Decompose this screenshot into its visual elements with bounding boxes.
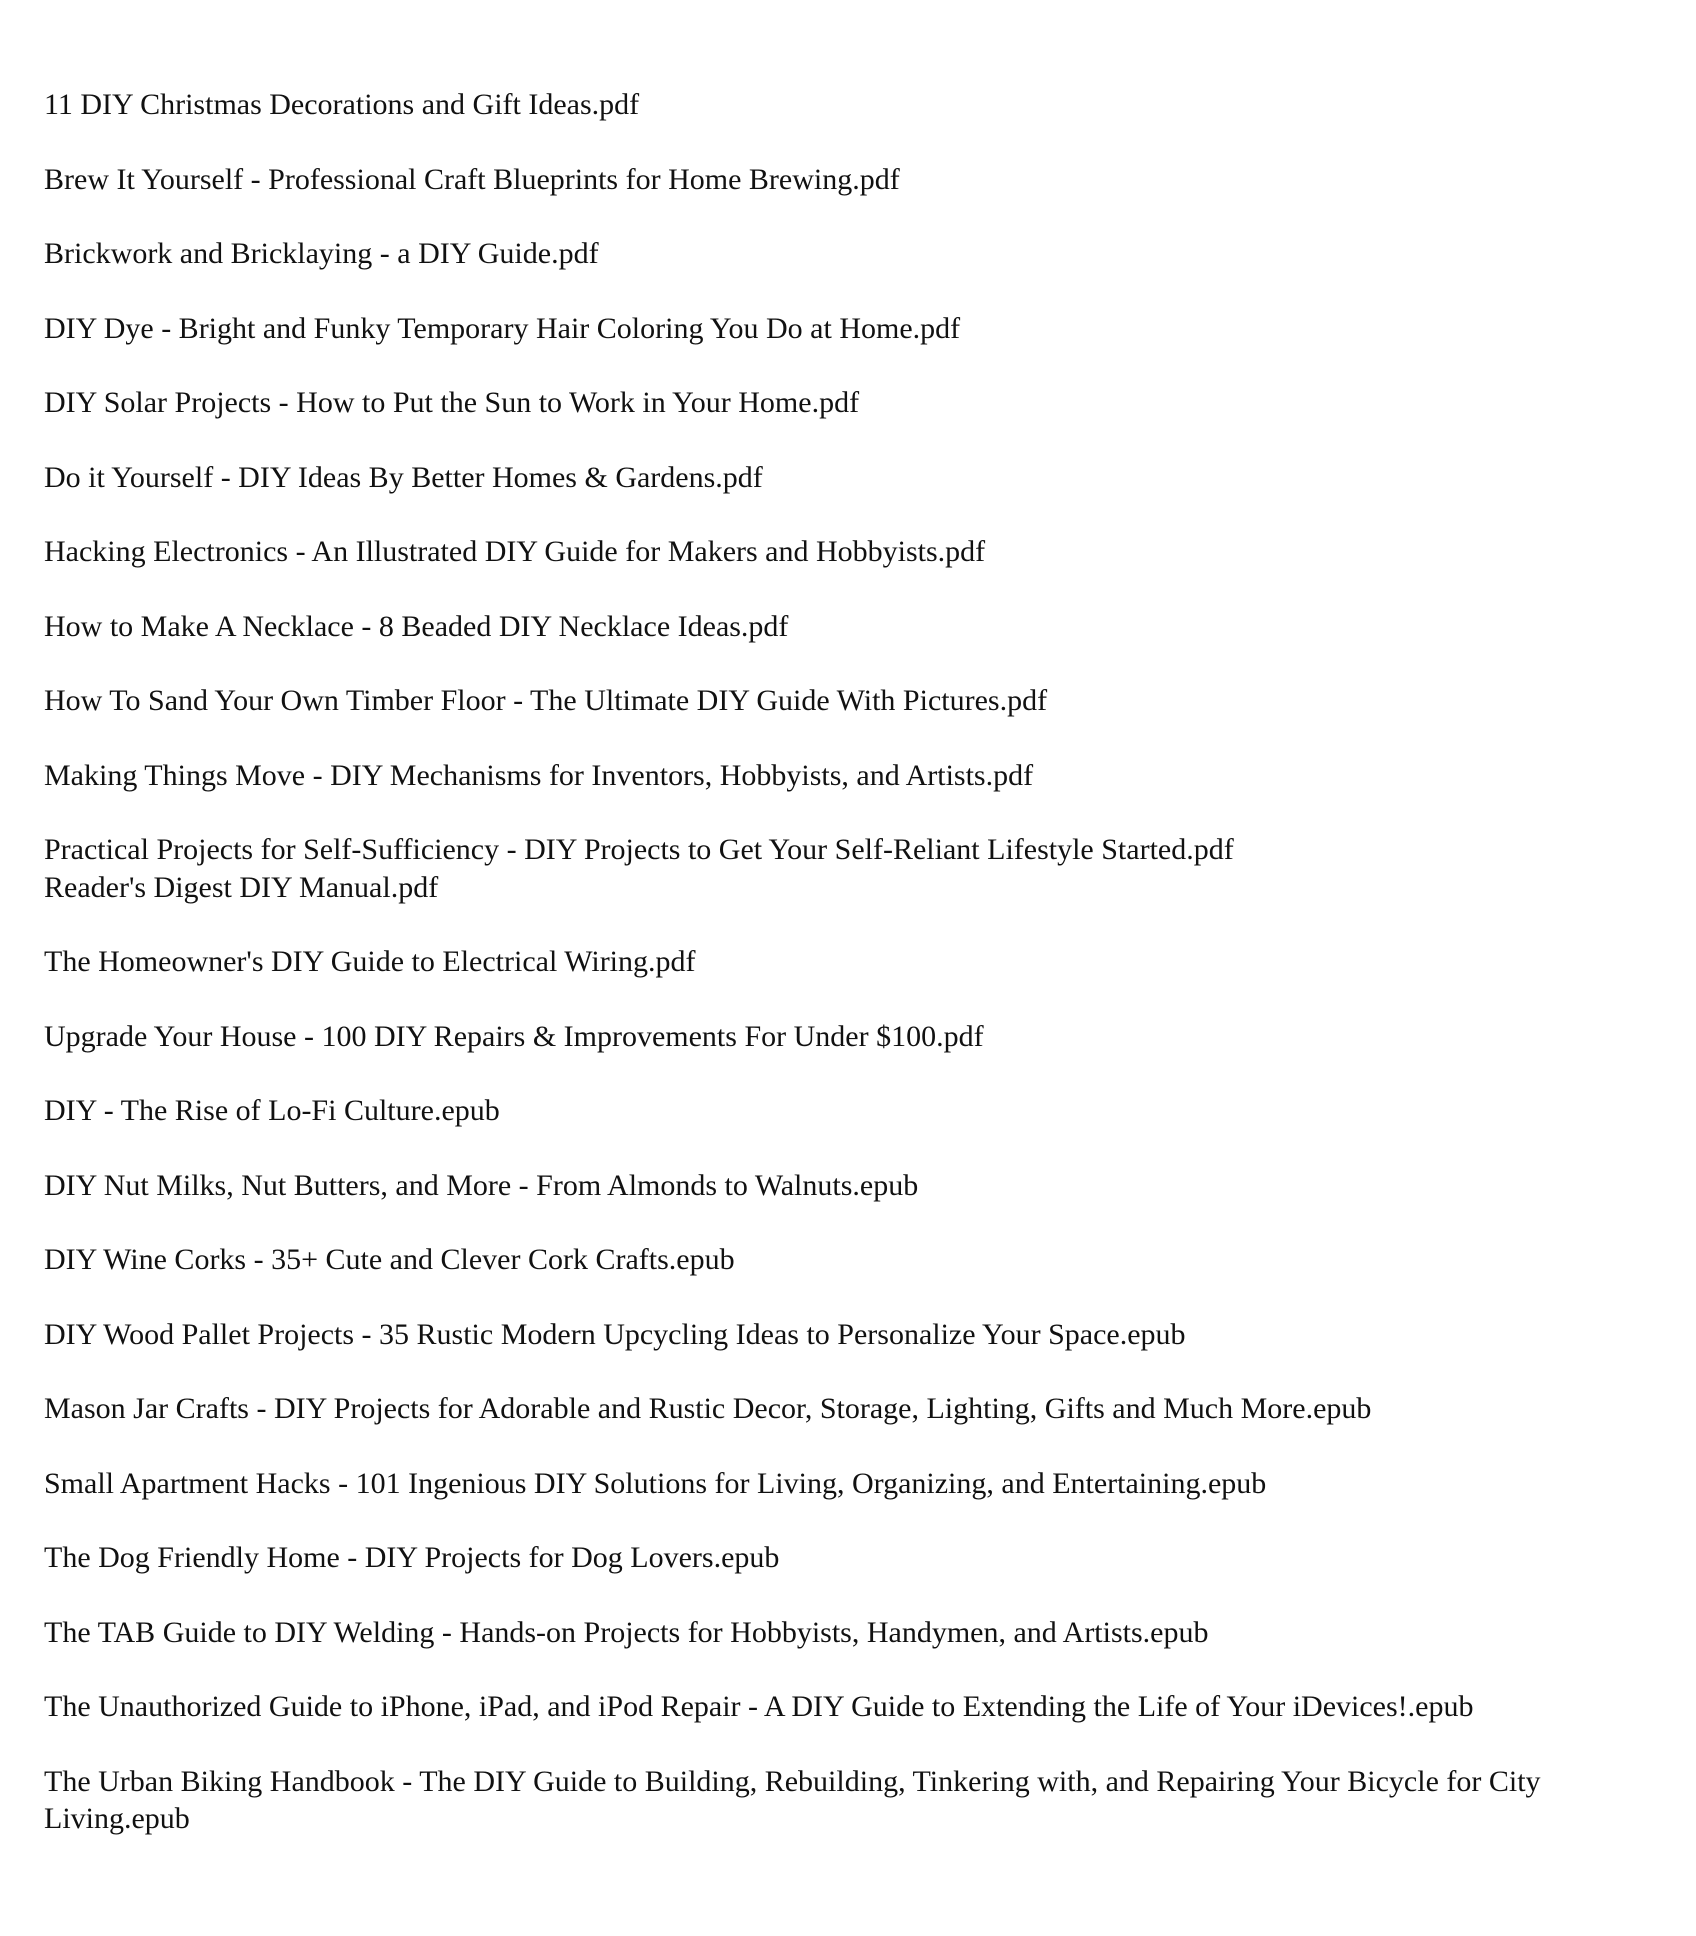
- list-item: The Homeowner's DIY Guide to Electrical Wiring.pdf: [44, 945, 696, 978]
- list-item: Practical Projects for Self-Sufficiency - DIY Projects to Get Your Self-Reliant Lifestyle Started.pdf: [44, 833, 1234, 866]
- list-item: How To Sand Your Own Timber Floor - The Ultimate DIY Guide With Pictures.pdf: [44, 684, 1048, 717]
- list-item: Making Things Move - DIY Mechanisms for Inventors, Hobbyists, and Artists.pdf: [44, 758, 1034, 792]
- list-item: 11 DIY Christmas Decorations and Gift Ideas.pdf: [44, 88, 640, 121]
- list-item: Brew It Yourself - Professional Craft Blueprints for Home Brewing.pdf: [44, 162, 900, 196]
- list-item: Reader's Digest DIY Manual.pdf: [44, 870, 439, 904]
- list-item: The Dog Friendly Home - DIY Projects for Dog Lovers.epub: [44, 1541, 780, 1574]
- list-item: DIY Solar Projects - How to Put the Sun to Work in Your Home.pdf: [44, 386, 860, 419]
- list-item: Do it Yourself - DIY Ideas By Better Homes & Gardens.pdf: [44, 460, 763, 494]
- list-item: DIY Nut Milks, Nut Butters, and More - From Almonds to Walnuts.epub: [44, 1168, 919, 1202]
- list-item: DIY Wine Corks - 35+ Cute and Clever Cork Crafts.epub: [44, 1243, 735, 1276]
- list-item: DIY Dye - Bright and Funky Temporary Hair Coloring You Do at Home.pdf: [44, 311, 961, 345]
- list-item: The Unauthorized Guide to iPhone, iPad, and iPod Repair - A DIY Guide to Extending the Life of Your iDevices!.epub: [44, 1690, 1474, 1723]
- list-item: The Urban Biking Handbook - The DIY Guide to Building, Rebuilding, Tinkering with, and Repairing Your Bicycle for City Living.epub: [44, 1764, 1541, 1835]
- list-item: Upgrade Your House - 100 DIY Repairs & Improvements For Under $100.pdf: [44, 1019, 984, 1053]
- list-item: Small Apartment Hacks - 101 Ingenious DIY Solutions for Living, Organizing, and Entertaining.epub: [44, 1466, 1267, 1500]
- file-list: [44, 86, 1664, 1875]
- list-item: DIY - The Rise of Lo-Fi Culture.epub: [44, 1094, 500, 1127]
- list-item: The TAB Guide to DIY Welding - Hands-on Projects for Hobbyists, Handymen, and Artists.epub: [44, 1615, 1209, 1649]
- list-item: Hacking Electronics - An Illustrated DIY Guide for Makers and Hobbyists.pdf: [44, 535, 986, 568]
- list-item: Mason Jar Crafts - DIY Projects for Adorable and Rustic Decor, Storage, Lighting, Gifts and Much More.epub: [44, 1392, 1372, 1425]
- list-item: Brickwork and Bricklaying - a DIY Guide.pdf: [44, 237, 599, 270]
- list-item: DIY Wood Pallet Projects - 35 Rustic Modern Upcycling Ideas to Personalize Your Space.epub: [44, 1317, 1186, 1351]
- list-item: How to Make A Necklace - 8 Beaded DIY Necklace Ideas.pdf: [44, 609, 789, 643]
